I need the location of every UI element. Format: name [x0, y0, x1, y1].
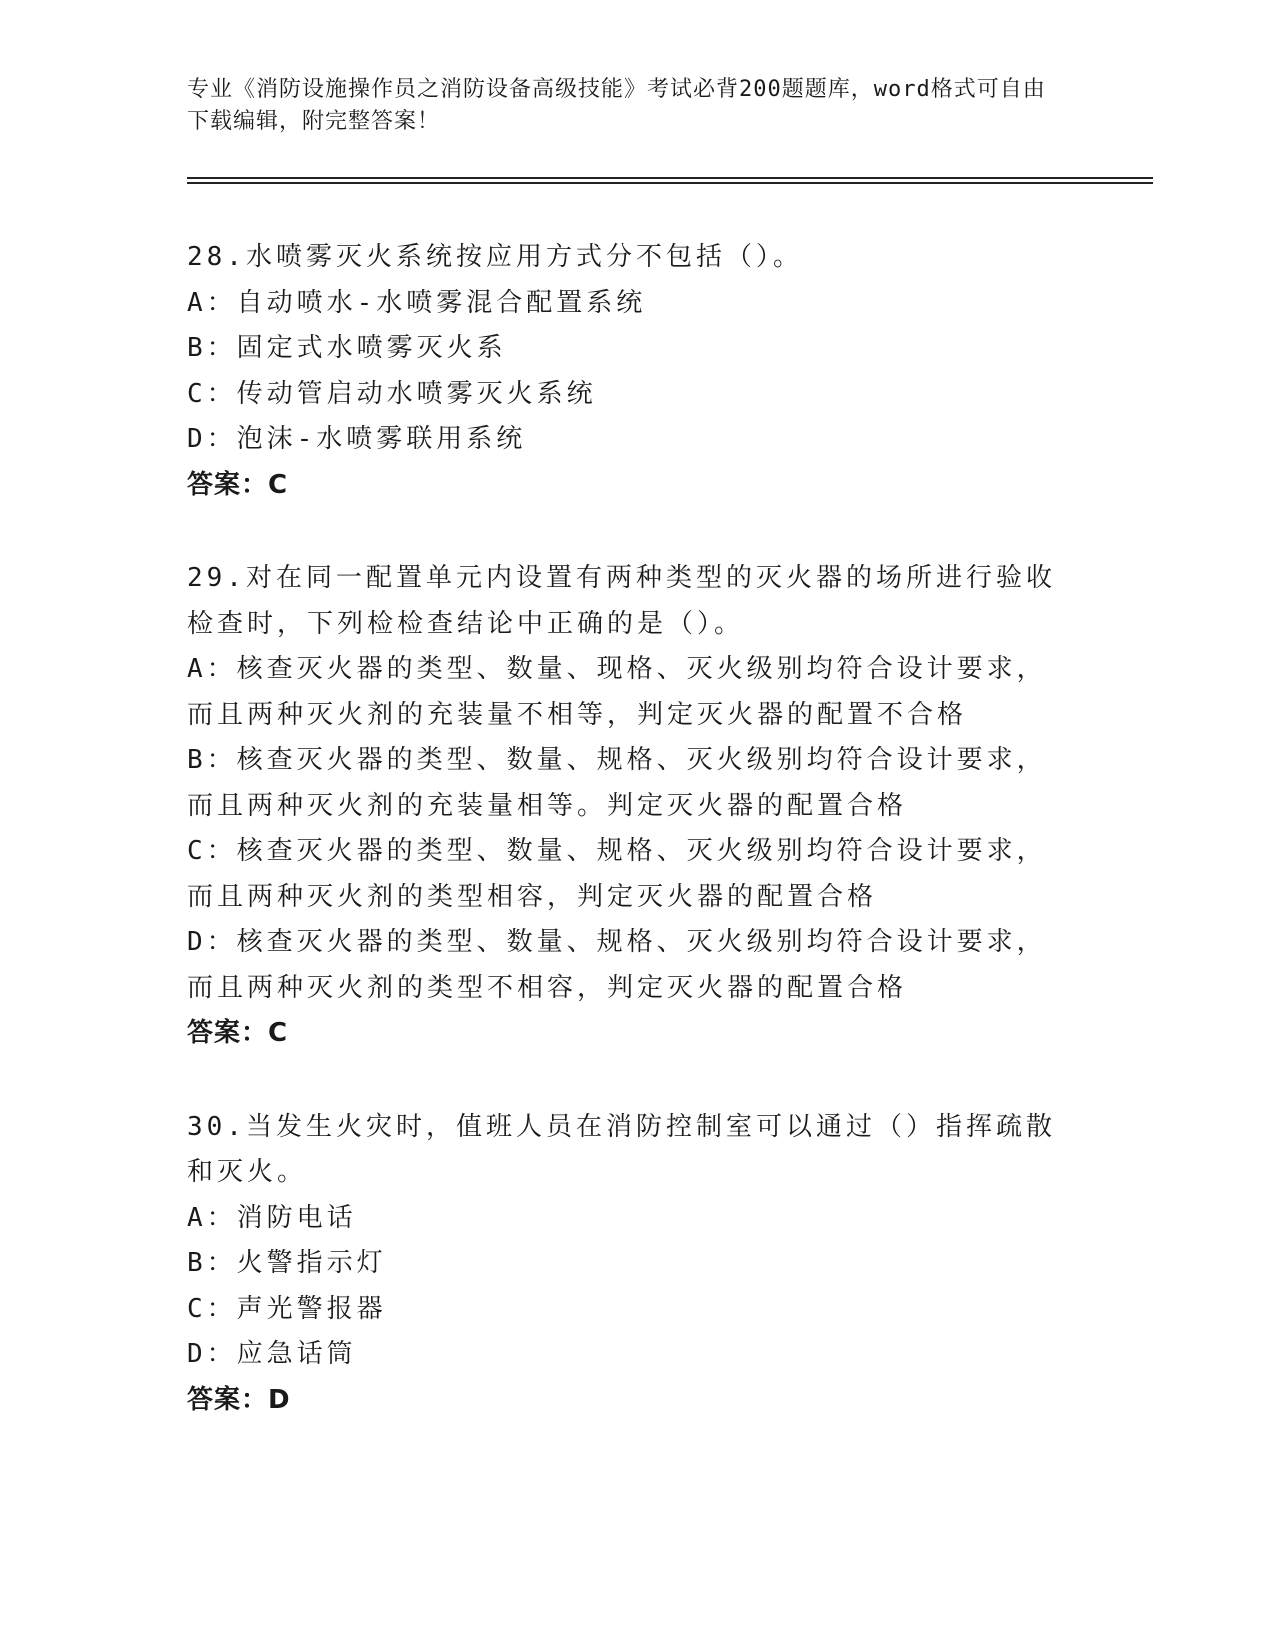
question-stem: 28.水喷雾灭火系统按应用方式分不包括（）。: [187, 242, 803, 272]
question-29: [187, 556, 1067, 1057]
question-list: [187, 235, 1067, 1471]
question-stem: 29.对在同一配置单元内设置有两种类型的灭火器的场所进行验收检查时，下列检检查结论中正确的是（）。: [187, 563, 1056, 639]
question-stem: 30.当发生火灾时，值班人员在消防控制室可以通过（）指挥疏散和灭火。: [187, 1111, 1056, 1187]
header-divider-bottom: [187, 182, 1153, 184]
question-28: [187, 235, 1067, 508]
option-c: C：声光警报器: [187, 1293, 387, 1324]
option-a: A：消防电话: [187, 1202, 357, 1233]
answer: 答案：D: [187, 1384, 291, 1415]
option-c: C：核查灭火器的类型、数量、规格、灭火级别均符合设计要求，而且两种灭火剂的类型相容，判定灭火器的配置合格: [187, 836, 1047, 912]
option-b: B：核查灭火器的类型、数量、规格、灭火级别均符合设计要求，而且两种灭火剂的充装量相等。判定灭火器的配置合格: [187, 745, 1047, 821]
answer: 答案：C: [187, 1018, 289, 1048]
option-b: B：火警指示灯: [187, 1248, 387, 1278]
option-c: C：传动管启动水喷雾灭火系统: [187, 378, 597, 409]
answer: 答案：C: [187, 469, 289, 500]
option-a: A：核查灭火器的类型、数量、现格、灭火级别均符合设计要求，而且两种灭火剂的充装量不相等，判定灭火器的配置不合格: [187, 654, 1047, 730]
header-divider-top: [187, 177, 1153, 179]
option-a: A：自动喷水-水喷雾混合配置系统: [187, 287, 647, 318]
question-30: [187, 1105, 1067, 1424]
document-header: 专业《消防设施操作员之消防设备高级技能》考试必背200题题库，word格式可自由下载编辑，附完整答案！: [187, 77, 1046, 134]
option-b: B：固定式水喷雾灭火系: [187, 333, 507, 363]
option-d: D：泡沫-水喷雾联用系统: [187, 424, 527, 454]
option-d: D：应急话筒: [187, 1339, 357, 1369]
option-d: D：核查灭火器的类型、数量、规格、灭火级别均符合设计要求，而且两种灭火剂的类型不相容，判定灭火器的配置合格: [187, 927, 1047, 1003]
